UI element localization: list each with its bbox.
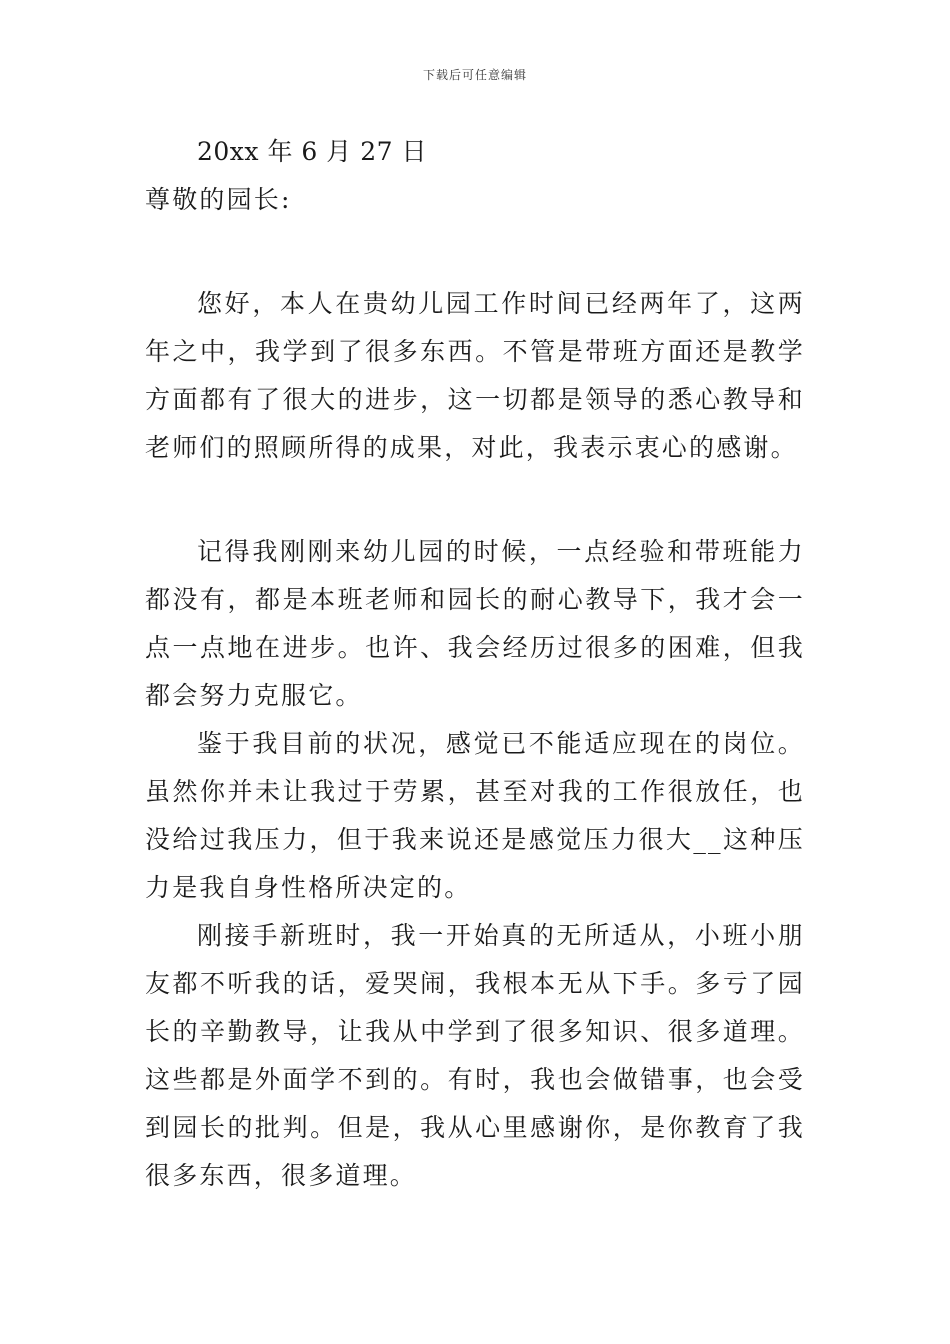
paragraph-memory: 记得我刚刚来幼儿园的时候，一点经验和带班能力都没有，都是本班老师和园长的耐心教导下，我才会一点一点地在进步。也许、我会经历过很多的困难，但我都会努力克服它。 (145, 537, 805, 710)
header-note: 下载后可任意编辑 (422, 68, 527, 82)
paragraph-situation: 鉴于我目前的状况，感觉已不能适应现在的岗位。虽然你并未让我过于劳累，甚至对我的工作很放任，也没给过我压力，但于我来说还是感觉压力很大__这种压力是我自身性格所决定的。 (145, 729, 805, 902)
paragraph-gratitude: 刚接手新班时，我一开始真的无所适从，小班小朋友都不听我的话，爱哭闹，我根本无从下手。多亏了园长的辛勤教导，让我从中学到了很多知识、很多道理。这些都是外面学不到的。有时，我也会做错事，也会受到园长的批判。但是，我从心里感谢你，是你教育了我很多东西，很多道理。 (145, 921, 805, 1190)
letter-date: 20xx 年 6 月 27 日 (197, 137, 427, 166)
paragraph-greeting: 您好，本人在贵幼儿园工作时间已经两年了，这两年之中，我学到了很多东西。不管是带班方面还是教学方面都有了很大的进步，这一切都是领导的悉心教导和老师们的照顾所得的成果，对此，我表示衷心的感谢。 (145, 289, 805, 462)
letter-salutation: 尊敬的园长: (145, 185, 292, 214)
letter-body (145, 128, 805, 1200)
